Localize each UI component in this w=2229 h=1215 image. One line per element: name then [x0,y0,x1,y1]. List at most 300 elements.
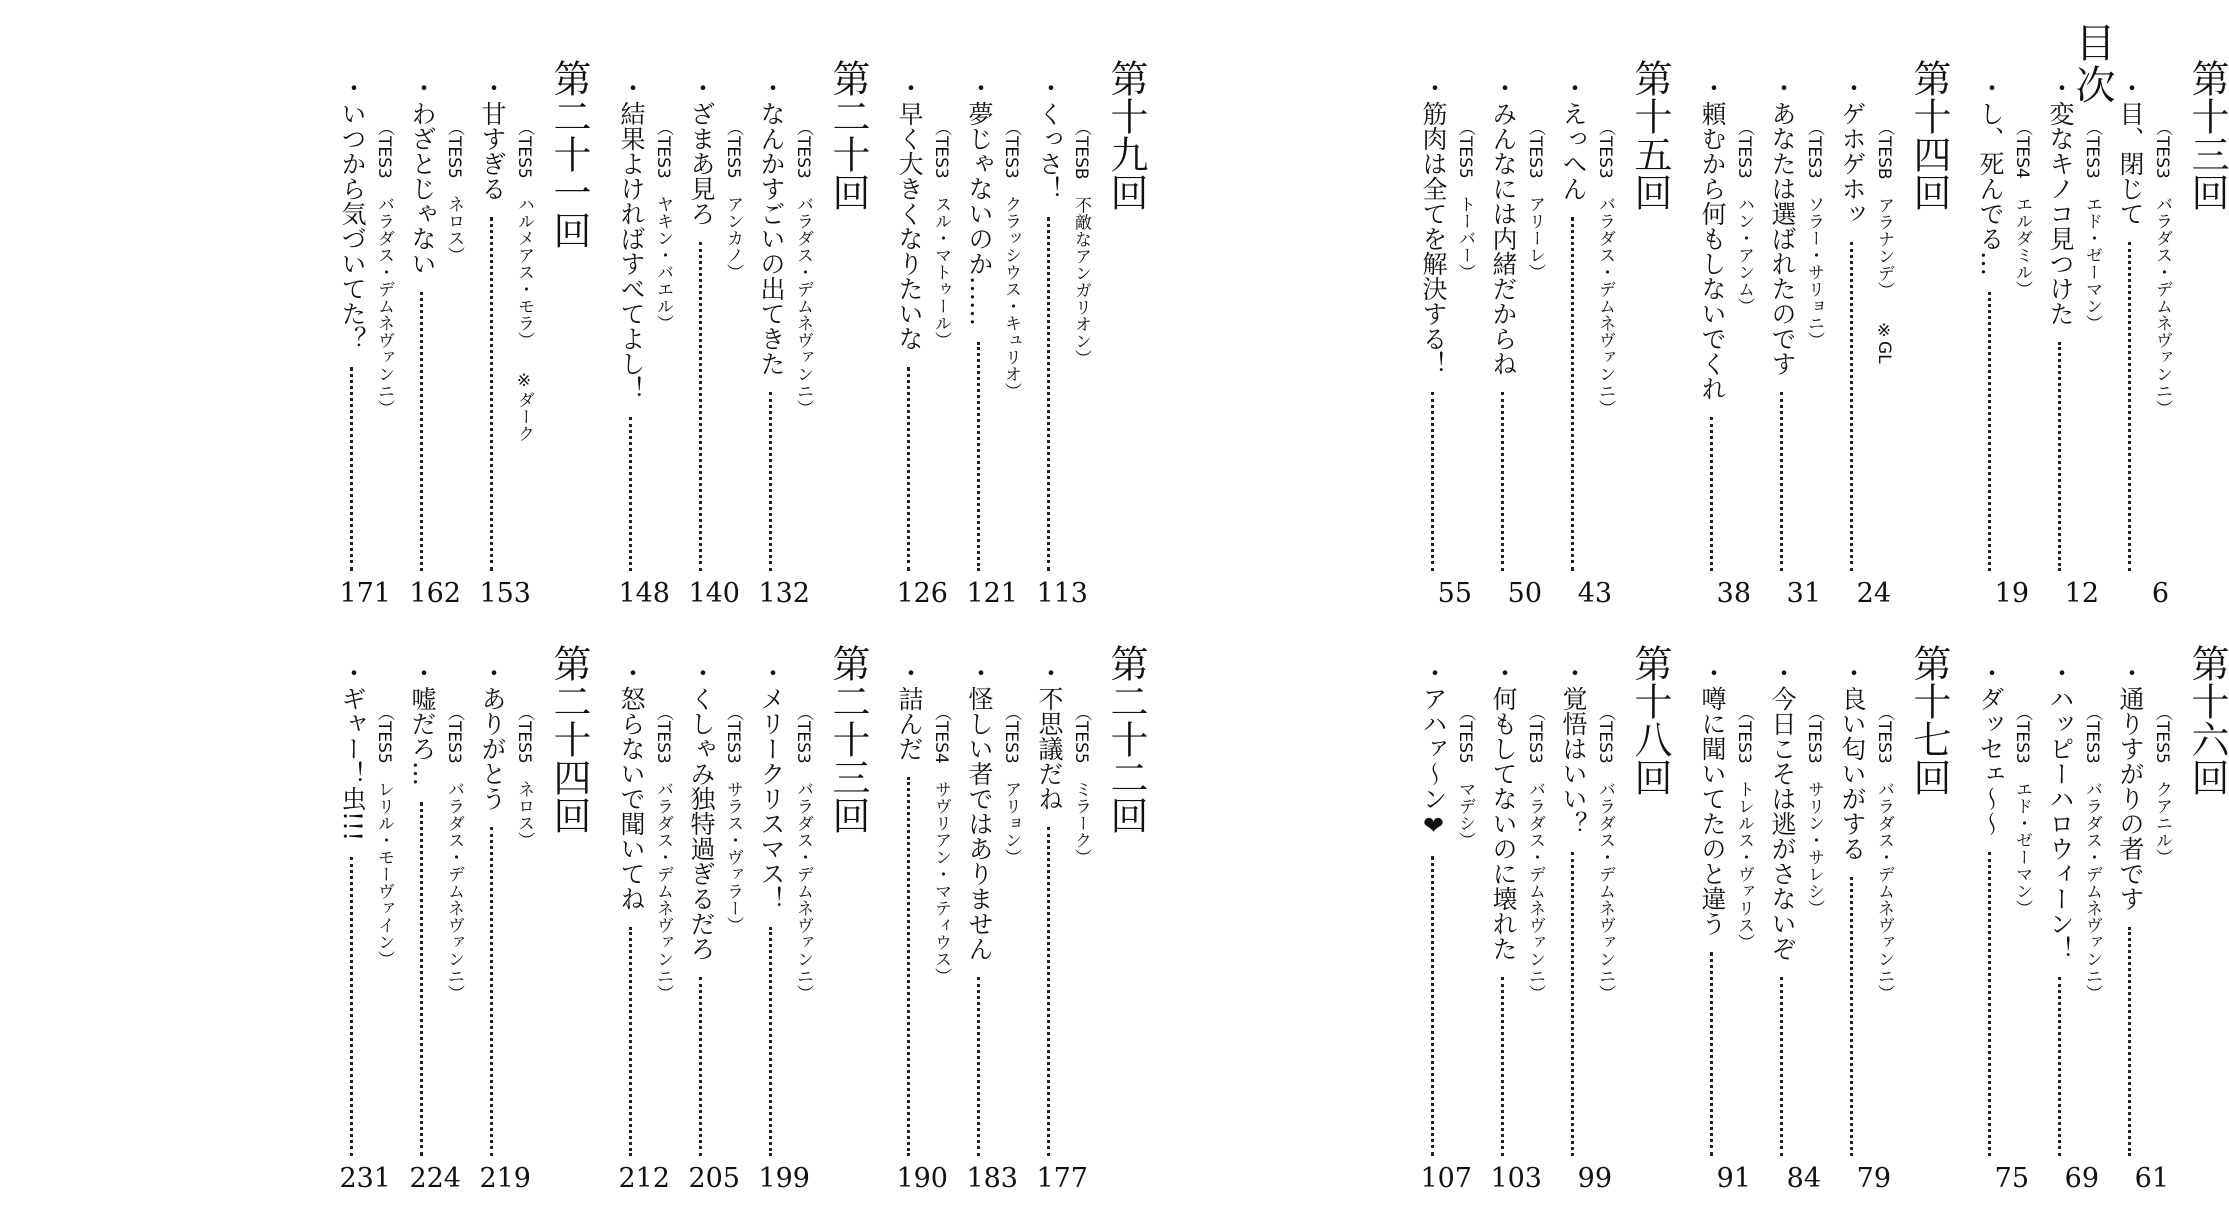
toc-entry[interactable] [469,55,539,615]
entry-character-note [371,704,397,968]
entry-list [1689,55,1899,615]
entry-title-row [1414,75,1450,575]
dot-leader [977,342,980,571]
bullet-icon: ・ [338,660,367,685]
bullet-icon: ・ [1035,660,1064,685]
chapter-block [1698,55,1951,615]
toc-entry[interactable] [956,55,1026,615]
entry-page-number: 153 [479,578,531,609]
entry-note-text: （TES5 アンカノ） [723,119,743,281]
entry-page-number: 103 [1490,1163,1542,1194]
entry-title-row [612,75,648,575]
entry-page-number: 199 [758,1163,810,1194]
bullet-icon: ・ [617,660,646,685]
dot-leader [1850,877,1853,1156]
toc-entry[interactable] [886,55,956,615]
chapter-block [895,640,1148,1200]
entry-title: 覚悟はいい？ [1559,686,1588,836]
entry-page-number: 38 [1716,578,1751,609]
entry-title: ざまあ見ろ [687,101,716,226]
bullet-icon: ・ [1419,75,1448,100]
entry-note-text: （TES3 サリン・サレシ） [1804,704,1824,917]
dot-leader [769,927,772,1156]
chapter-heading: 第十九回 [1104,59,1148,211]
entry-character-note [720,704,746,934]
bullet-icon: ・ [1035,75,1064,100]
dot-leader [629,927,632,1156]
entry-title-row [1763,75,1799,575]
entry-character-note [511,704,537,849]
entry-note-text: （TES5 クアニル） [2152,704,2172,866]
chapter-heading: 第二十二回 [1104,644,1148,834]
entry-note-text: （TES4 エルダミル） [2012,119,2032,298]
entry-character-note [790,119,816,417]
bullet-icon: ・ [1489,75,1518,100]
dot-leader [1501,977,1504,1156]
entry-character-note [371,119,397,417]
chapter-heading: 第十六回 [2185,644,2229,796]
entry-character-note [511,119,537,442]
toc-entry[interactable] [1410,55,1480,615]
entry-note-text: （TES3 スル・マトゥール） [931,119,951,349]
dot-leader [490,827,493,1156]
entry-title-row [1030,660,1066,1160]
entry-page-number: 212 [618,1163,670,1194]
dot-leader [490,217,493,571]
toc-entry[interactable] [1480,55,1550,615]
entry-title-row [890,660,926,1160]
chapter-block [895,55,1148,615]
entry-note-text: （TES3 エド・ゼーマン） [2012,704,2032,917]
dot-leader [907,777,910,1156]
dot-leader [699,977,702,1156]
bullet-icon: ・ [687,660,716,685]
entry-character-note [441,704,467,1002]
toc-entry[interactable] [608,55,678,615]
entry-title: し、死んでる… [1976,101,2005,276]
bullet-icon: ・ [2116,660,2145,685]
bullet-icon: ・ [1698,75,1727,100]
entry-title-row [1554,75,1590,575]
entry-title-row [1971,75,2007,575]
bullet-icon: ・ [1559,75,1588,100]
entry-title-row [1833,75,1869,575]
toc-entry[interactable] [469,640,539,1200]
entry-title: なんかすごいの出てきた [757,101,786,376]
entry-note-text: （TES3 バラダス・デムネヴァンニ） [1525,704,1545,1002]
entry-note-text: （TES3 バラダス・デムネヴァンニ） [1595,704,1615,1002]
entry-title: 結果よければすべてよし！ [617,101,646,401]
entry-list [1689,640,1899,1200]
entry-title-row [2041,660,2077,1160]
entry-page-number: 171 [339,578,391,609]
entry-title-row [473,75,509,575]
bullet-icon: ・ [687,75,716,100]
entry-page-number: 190 [896,1163,948,1194]
bullet-icon: ・ [895,660,924,685]
entry-character-note [1871,704,1897,1002]
entry-page-number: 12 [2064,578,2099,609]
entry-title: 目、閉じて [2116,101,2145,226]
entry-title-row [890,75,926,575]
toc-entry[interactable] [2037,640,2107,1200]
entry-title-row [960,75,996,575]
entry-page-number: 55 [1437,578,1472,609]
entry-title-row [1030,75,1066,575]
entry-list [1410,640,1620,1200]
toc-entry[interactable] [1829,55,1899,615]
entry-title-row [752,660,788,1160]
entry-title: 変なキノコ見つけた [2046,101,2075,326]
toc-entry[interactable] [2037,55,2107,615]
entry-title: 不思議だね [1035,686,1064,811]
entry-note-text: （TES3 トレルス・ヴァリス） [1734,704,1754,951]
entry-list [886,640,1096,1200]
bullet-icon: ・ [2046,75,2075,100]
entry-title: 噂に聞いてたのと違う [1698,686,1727,936]
entry-title: 頼むから何もしないでくれ [1698,101,1727,401]
dot-leader [1850,242,1853,571]
bullet-icon: ・ [408,660,437,685]
entry-title-row [682,75,718,575]
entry-title: メリークリスマス！ [757,686,786,911]
chapter-block [1976,55,2229,615]
entry-title: ダッセェ〜〜 [1976,686,2005,836]
toc-entry[interactable] [399,640,469,1200]
toc-entry[interactable] [608,640,678,1200]
entry-title: ギャー！虫!!! [338,686,367,842]
toc-entry[interactable] [329,55,399,615]
entry-title-row [2111,660,2147,1160]
chapter-heading: 第十八回 [1628,644,1672,796]
dot-leader [2058,342,2061,571]
dot-leader [1047,217,1050,571]
dot-leader [629,417,632,571]
entry-title-row [2111,75,2147,575]
chapter-heading: 第十三回 [2185,59,2229,211]
dot-leader [420,802,423,1156]
entry-title: あなたは選ばれたのです [1768,101,1797,376]
entry-title: 怒らないで聞いてね [617,686,646,911]
bullet-icon: ・ [338,75,367,100]
entry-character-note [1731,704,1757,951]
entry-page-number: 219 [479,1163,531,1194]
entry-title: 嘘だろ… [408,686,437,786]
entry-list [608,640,818,1200]
entry-page-number: 121 [966,578,1018,609]
entry-title-row [682,660,718,1160]
entry-note-text: （TES4 サヴリアン・マティウス） [931,704,951,985]
entry-note-text: （TES3 ソラー・サリョニ） [1804,119,1824,349]
dot-leader [1431,856,1434,1156]
entry-note-text: （TES3 バラダス・デムネヴァンニ） [793,119,813,417]
entry-character-note [441,119,467,264]
dot-leader [907,367,910,571]
entry-page-number: 6 [2151,578,2169,609]
entry-title: わざとじゃない [408,101,437,276]
entry-page-number: 183 [966,1163,1018,1194]
toc-entry[interactable] [1759,640,1829,1200]
chapter-block [338,640,591,1200]
entry-title-row [473,660,509,1160]
dot-leader [1047,827,1050,1156]
bullet-icon: ・ [1838,660,1867,685]
entry-page-number: 31 [1786,578,1821,609]
entry-character-note [2079,119,2105,332]
toc-entry[interactable] [1550,55,1620,615]
toc-entry[interactable] [748,640,818,1200]
bullet-icon: ・ [1419,660,1448,685]
entry-character-note [1871,119,1897,363]
toc-entry[interactable] [678,640,748,1200]
bullet-icon: ・ [2116,75,2145,100]
entry-list [1967,640,2177,1200]
entry-note-text: （TES3 バラダス・デムネヴァンニ） [1595,119,1615,417]
entry-title-row [2041,75,2077,575]
chapter-block [1976,640,2229,1200]
toc-entry[interactable] [1026,640,1096,1200]
toc-entry[interactable] [1480,640,1550,1200]
entry-title-row [403,660,439,1160]
toc-entry[interactable] [1550,640,1620,1200]
entry-character-note [650,704,676,1002]
entry-page-number: 91 [1716,1163,1751,1194]
entry-page-number: 43 [1577,578,1612,609]
entry-page-number: 107 [1420,1163,1472,1194]
entry-page-number: 177 [1036,1163,1088,1194]
bullet-icon: ・ [1559,660,1588,685]
entry-page-number: 61 [2134,1163,2169,1194]
toc-entry[interactable] [329,640,399,1200]
bullet-icon: ・ [1768,75,1797,100]
entry-page-number: 140 [688,578,740,609]
entry-character-note [1592,119,1618,417]
dot-leader [1501,392,1504,571]
entry-title: いつから気づいてた？ [338,101,367,351]
dot-leader [1710,952,1713,1156]
entry-note-text: （TES5 ミラーク） [1071,704,1091,866]
entry-character-note [2009,704,2035,917]
dot-leader [1780,392,1783,571]
entry-note-text: （TES5 トーバー） [1455,119,1475,281]
entry-note-text: （TES3 ハン・アンム） [1734,119,1754,315]
dot-leader [1988,292,1991,571]
dot-leader [2128,927,2131,1156]
bullet-icon: ・ [478,75,507,100]
dot-leader [977,977,980,1156]
entry-character-note [998,119,1024,400]
entry-character-note [2079,704,2105,1002]
entry-note-text: （TES3 バラダス・デムネヴァンニ） [2082,704,2102,1002]
dot-leader [769,392,772,571]
entry-title: 夢じゃないのか…… [965,101,994,326]
entry-note-text: （TESB 不敵なアンガリオン） [1071,119,1091,367]
bullet-icon: ・ [1976,660,2005,685]
entry-title-row [1693,660,1729,1160]
entry-title-row [1693,75,1729,575]
entry-title: くっさ！ [1035,101,1064,201]
dot-leader [2128,242,2131,571]
chapter-heading: 第二十回 [826,59,870,211]
entry-page-number: 126 [896,578,948,609]
entry-title-row [1833,660,1869,1160]
chapter-heading: 第十五回 [1628,59,1672,211]
entry-character-note [720,119,746,281]
entry-note-text: （TES3 バラダス・デムネヴァンニ） [793,704,813,1002]
entry-character-note [790,704,816,1002]
dot-leader [2058,977,2061,1156]
entry-title-row [960,660,996,1160]
entry-note-text: （TES3 クラッシウス・キュリオ） [1001,119,1021,400]
entry-page-number: 50 [1507,578,1542,609]
bullet-icon: ・ [1698,660,1727,685]
entry-page-number: 84 [1786,1163,1821,1194]
entry-title: 何もしてないのに壊れた [1489,686,1518,961]
entry-character-note [2009,119,2035,298]
toc-entry[interactable] [2107,640,2177,1200]
entry-title-row [612,660,648,1160]
toc-entry[interactable] [886,640,956,1200]
entry-title: 今日こそは逃がさないぞ [1768,686,1797,961]
entry-note-text: （TESB アラナンデ） [1874,119,1894,299]
entry-character-note [1801,704,1827,917]
entry-title: くしゃみ独特過ぎるだろ [687,686,716,961]
entry-title-row [752,75,788,575]
bullet-icon: ・ [965,75,994,100]
toc-entry[interactable] [748,55,818,615]
entry-note-text: （TES3 バラダス・デムネヴァンニ） [2152,119,2172,417]
entry-page-number: 231 [339,1163,391,1194]
entry-title: ありがとう [478,686,507,811]
toc-entry[interactable] [1410,640,1480,1200]
entry-note-text: （TES3 アリョン） [1001,704,1021,866]
entry-title: 筋肉は全てを解決する！ [1419,101,1448,376]
chapter-heading: 第十四回 [1907,59,1951,211]
entry-note-text: （TES3 ヤキン・バエル） [653,119,673,332]
entry-character-note [650,119,676,332]
toc-entry[interactable] [1026,55,1096,615]
entry-character-note [1452,119,1478,281]
bullet-icon: ・ [757,660,786,685]
chapter-block [338,55,591,615]
entry-page-number: 224 [409,1163,461,1194]
toc-entry[interactable] [1967,55,2037,615]
entry-title-row [1484,660,1520,1160]
entry-character-note [1801,119,1827,349]
entry-title-row [1484,75,1520,575]
entry-title: ハッピーハロウィーン！ [2046,686,2075,961]
entry-note-text: （TES3 バラダス・デムネヴァンニ） [374,119,394,417]
entry-page-number: 162 [409,578,461,609]
entry-title-row [1554,660,1590,1160]
dot-leader [1988,852,1991,1156]
entry-character-note [2149,704,2175,866]
entry-title: 怪しい者ではありません [965,686,994,961]
toc-entry[interactable] [956,640,1026,1200]
bullet-icon: ・ [757,75,786,100]
entry-list [329,640,539,1200]
toc-entry[interactable] [1829,640,1899,1200]
entry-list [1410,55,1620,615]
entry-page-number: 99 [1577,1163,1612,1194]
entry-title: 通りすがりの者です [2116,686,2145,911]
entry-title-row [333,660,369,1160]
dot-leader [1780,977,1783,1156]
bullet-icon: ・ [1489,660,1518,685]
entry-note-text: （TES5 ネロス） [514,704,534,849]
page-title: 目次 [2069,22,2115,106]
toc-entry[interactable] [1759,55,1829,615]
entry-note-text: （TES5 ハルメアス・モラ） [514,119,534,349]
entry-character-note [1731,119,1757,315]
bullet-icon: ・ [408,75,437,100]
toc-entry[interactable] [1689,55,1759,615]
entry-list [886,55,1096,615]
chapter-heading: 第十七回 [1907,644,1951,796]
entry-note-text: （TES3 エド・ゼーマン） [2082,119,2102,332]
entry-list [1967,55,2177,615]
entry-note-text: （TES3 サラス・ヴァラー） [723,704,743,934]
entry-page-number: 79 [1856,1163,1891,1194]
entry-title: 良い匂いがする [1838,686,1867,861]
bullet-icon: ・ [617,75,646,100]
chapter-heading: 第二十三回 [826,644,870,834]
toc-entry[interactable] [399,55,469,615]
chapter-block [1419,55,1672,615]
toc-entry[interactable] [1967,640,2037,1200]
entry-title-row [403,75,439,575]
toc-entry[interactable] [2107,55,2177,615]
entry-note-text: （TES5 ネロス） [444,119,464,264]
entry-note-text: （TES3 アリーレ） [1525,119,1545,281]
entry-title: 詰んだ [895,686,924,761]
entry-title-row [333,75,369,575]
entry-title: ゲホゲホッ [1838,101,1867,226]
chapter-block [1698,640,1951,1200]
entry-page-number: 75 [1994,1163,2029,1194]
entry-character-note [2149,119,2175,417]
bullet-icon: ・ [895,75,924,100]
entry-note-text: （TES3 バラダス・デムネヴァンニ） [653,704,673,1002]
entry-list [608,55,818,615]
entry-character-note [1522,704,1548,1002]
dot-leader [1710,417,1713,571]
entry-character-note [998,704,1024,866]
entry-title-row [1971,660,2007,1160]
entry-character-note [1522,119,1548,281]
chapter-heading: 第二十一回 [547,59,591,249]
entry-note-text: （TES5 レリル・モーヴァイン） [374,704,394,968]
dot-leader [699,242,702,571]
entry-page-number: 24 [1856,578,1891,609]
entry-note-text: （TES3 バラダス・デムネヴァンニ） [444,704,464,1002]
bullet-icon: ・ [2046,660,2075,685]
entry-character-note [928,119,954,349]
entry-character-note [1592,704,1618,1002]
toc-entry[interactable] [678,55,748,615]
bullet-icon: ・ [478,660,507,685]
entry-character-note [1068,119,1094,367]
toc-entry[interactable] [1689,640,1759,1200]
dot-leader [350,857,353,1156]
entry-page-number: 113 [1036,578,1088,609]
bullet-icon: ・ [1976,75,2005,100]
entry-tag: ※GL [1874,320,1894,364]
entry-title-row [1763,660,1799,1160]
bullet-icon: ・ [1768,660,1797,685]
entry-page-number: 132 [758,578,810,609]
entry-character-note [1452,704,1478,849]
